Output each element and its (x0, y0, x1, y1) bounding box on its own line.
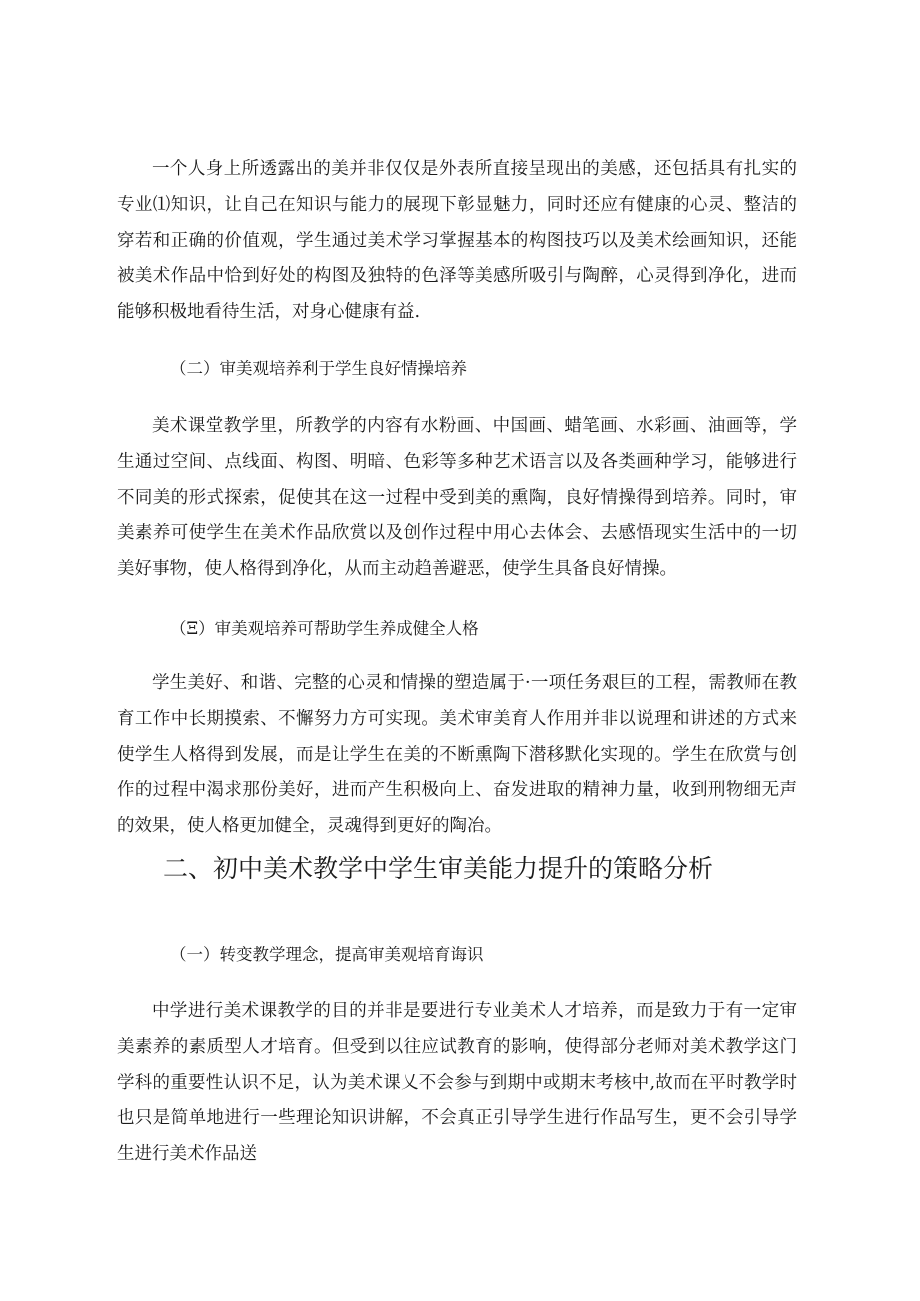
section-heading: 二、初中美术教学中学生审美能力提升的策略分析 (163, 854, 714, 883)
paragraph-soul-shaping: 学生美好、和谐、完整的心灵和情操的塑造属于·一项任务艰巨的工程，需教师在教育工作中长期摸索、不懈努力方可实现。美术审美育人作用并非以说理和讲述的方式来使学生人格得到发展，而是让学生在美的不断熏陶下潜移默化实现的。学生在欣赏与创作的过程中渴求那份美好，进而产生积极向上、奋发进取的精神力量，收到刑物细无声的效果，使人格更加健全，灵魂得到更好的陶冶。 (117, 673, 797, 837)
paragraph-teaching-purpose: 中学进行美术课教学的目的并非是要进行专业美术人才培养，而是致力于有一定审美素养的素质型人才培育。但受到以往应试教育的影响，使得部分老师对美术教学这门学科的重要性认识不足，认为美术课乂不会参与到期中或期末考核中,故而在平时教学时也只是简单地进行一些理论知识讲解，不会真正引导学生进行作品写生，更不会引导学生进行美术作品送 (117, 1001, 797, 1165)
paragraph-personal-beauty: 一个人身上所透露出的美并非仅仅是外表所直接呈现出的美感，还包括具有扎实的专业⑴知识，让自己在知识与能力的展现下彰显魅力，同时还应有健康的心灵、整洁的穿若和正确的价值观，学生通过美术学习掌握基本的构图技巧以及美术绘画知识，还能被美术作品中恰到好处的构图及独特的色泽等美感所吸引与陶醉，心灵得到净化，进而能够积极地看待生活，对身心健康有益. (117, 159, 797, 323)
paragraph-art-classroom: 美术课堂教学里，所教学的内容有水粉画、中国画、蜡笔画、水彩画、油画等，学生通过空间、点线面、构图、明暗、色彩等多种艺术语言以及各类画种学习，能够进行不同美的形式探索，促使其在这一过程中受到美的熏陶，良好情操得到培养。同时，审美素养可使学生在美术作品欣赏以及创作过程中用心去体会、去感悟现实生活中的一切美好事物，使人格得到净化，从而主动趋善避恶，使学生具备良好情操。 (117, 416, 797, 580)
subheading-sentiment: （二）审美观培养利于学生良好情操培养 (170, 359, 467, 378)
subheading-personality: （Ξ）审美观培养可帮助学生养成健全人格 (170, 619, 479, 638)
subheading-teaching-concept: （一）转变教学理念，提高审美观培育诲识 (170, 945, 484, 964)
